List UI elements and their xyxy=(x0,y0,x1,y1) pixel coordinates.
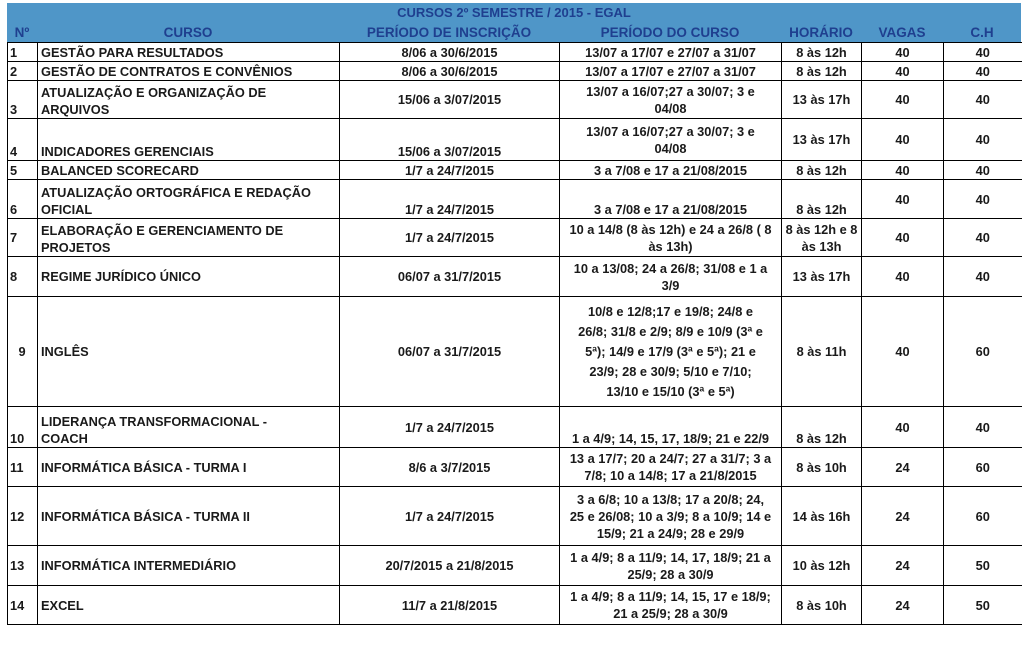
course-period xyxy=(560,448,782,487)
course-period xyxy=(560,62,782,81)
table-row xyxy=(8,62,1022,81)
course-name xyxy=(38,81,340,119)
course-period-line: 3/9 xyxy=(661,277,680,293)
course-name-line: LIDERANÇA TRANSFORMACIONAL - xyxy=(41,414,268,429)
course-name-line: COACH xyxy=(41,431,88,446)
course-name-line: OFICIAL xyxy=(41,202,93,217)
row-number: 4 xyxy=(8,119,38,161)
course-name-line: PROJETOS xyxy=(41,240,111,255)
enrollment-period: 8/6 a 3/7/2015 xyxy=(340,448,560,487)
course-period-line: 5ª); 14/9 e 17/9 (3ª e 5ª); 21 e xyxy=(585,343,756,359)
course-name-line: BALANCED SCORECARD xyxy=(41,163,199,178)
course-period xyxy=(560,586,782,625)
course-name xyxy=(38,62,340,81)
workload-hours: 40 xyxy=(944,161,1022,180)
table-row xyxy=(8,448,1022,487)
enrollment-period: 11/7 a 21/8/2015 xyxy=(340,586,560,625)
schedule xyxy=(782,219,862,257)
course-period-line: 3 a 7/08 e 17 a 21/08/2015 xyxy=(594,202,747,217)
enrollment-period: 8/06 a 30/6/2015 xyxy=(340,43,560,62)
course-name-line: INGLÊS xyxy=(41,344,89,359)
enrollment-period: 06/07 a 31/7/2015 xyxy=(340,257,560,297)
schedule-line: 8 às 12h xyxy=(796,64,847,79)
workload-hours: 40 xyxy=(944,43,1022,62)
schedule-line: 8 às 10h xyxy=(796,597,847,613)
vacancies: 24 xyxy=(862,448,944,487)
course-period xyxy=(560,81,782,119)
row-number: 6 xyxy=(8,180,38,219)
course-period-line: 25 e 26/08; 10 a 3/9; 8 a 10/9; 14 e xyxy=(569,508,772,524)
course-period-line: 04/08 xyxy=(654,100,687,116)
workload-hours: 40 xyxy=(944,62,1022,81)
workload-hours: 60 xyxy=(944,448,1022,487)
workload-hours: 50 xyxy=(944,546,1022,586)
workload-hours: 60 xyxy=(944,487,1022,546)
schedule-line: 8 às 12h e 8 xyxy=(785,221,858,237)
workload-hours: 40 xyxy=(944,119,1022,161)
table-row xyxy=(8,257,1022,297)
course-name xyxy=(38,586,340,625)
vacancies: 40 xyxy=(862,257,944,297)
vacancies: 40 xyxy=(862,43,944,62)
course-period xyxy=(560,161,782,180)
schedule-line: às 13h xyxy=(801,238,842,254)
workload-hours: 40 xyxy=(944,257,1022,297)
course-period xyxy=(560,43,782,62)
course-name-line: ELABORAÇÃO E GERENCIAMENTO DE xyxy=(41,223,284,238)
course-period xyxy=(560,407,782,448)
course-period-line: 25/9; 28 a 30/9 xyxy=(627,566,714,582)
header-ch: C.H xyxy=(970,25,994,40)
row-number: 10 xyxy=(8,407,38,448)
course-name-line: INFORMÁTICA BÁSICA - TURMA I xyxy=(41,459,247,475)
course-period-line: 7/8; 10 a 14/8; 17 a 21/8/2015 xyxy=(584,468,757,483)
course-period-line: 21 a 25/9; 28 a 30/9 xyxy=(613,606,728,621)
course-period-line: 3 a 6/8; 10 a 13/8; 17 a 20/8; 24, xyxy=(576,491,765,507)
schedule-line: 8 às 12h xyxy=(796,202,847,217)
course-period-line: 10 a 13/08; 24 a 26/8; 31/08 e 1 a xyxy=(573,260,768,276)
course-name xyxy=(38,161,340,180)
course-name xyxy=(38,407,340,448)
workload-hours: 50 xyxy=(944,586,1022,625)
course-period-line: 1 a 4/9; 8 a 11/9; 14, 17, 18/9; 21 a xyxy=(570,549,771,565)
schedule xyxy=(782,586,862,625)
schedule-line: 14 às 16h xyxy=(792,508,851,524)
row-number: 3 xyxy=(8,81,38,119)
course-name-line: GESTÃO DE CONTRATOS E CONVÊNIOS xyxy=(41,64,293,79)
vacancies: 24 xyxy=(862,586,944,625)
header-periodo: PERÍODO DO CURSO xyxy=(600,25,740,40)
schedule xyxy=(782,43,862,62)
header-num: Nº xyxy=(14,25,30,40)
row-number: 7 xyxy=(8,219,38,257)
vacancies: 40 xyxy=(862,119,944,161)
sheet-title: CURSOS 2º SEMESTRE / 2015 - EGAL xyxy=(7,3,1021,23)
vacancies: 40 xyxy=(862,297,944,407)
schedule-line: 10 às 12h xyxy=(792,558,851,573)
vacancies: 40 xyxy=(862,407,944,448)
course-period-line: às 13h) xyxy=(648,238,693,254)
vacancies: 40 xyxy=(862,161,944,180)
table-row xyxy=(8,546,1022,586)
vacancies: 40 xyxy=(862,180,944,219)
course-name-line: ATUALIZAÇÃO ORTOGRÁFICA E REDAÇÃO xyxy=(41,185,311,200)
vacancies: 24 xyxy=(862,487,944,546)
course-name xyxy=(38,257,340,297)
course-period-line: 26/8; 31/8 e 2/9; 8/9 e 10/9 (3ª e xyxy=(578,323,763,339)
course-period-line: 10 a 14/8 (8 às 12h) e 24 a 26/8 ( 8 xyxy=(569,221,772,237)
row-number: 11 xyxy=(8,448,38,487)
course-name xyxy=(38,219,340,257)
course-period xyxy=(560,546,782,586)
course-name-line: ATUALIZAÇÃO E ORGANIZAÇÃO DE xyxy=(41,85,267,100)
course-period xyxy=(560,180,782,219)
course-period xyxy=(560,257,782,297)
table-row xyxy=(8,43,1022,62)
header-inscricao: PERÍODO DE INSCRIÇÃO xyxy=(366,25,532,40)
workload-hours: 40 xyxy=(944,81,1022,119)
schedule xyxy=(782,448,862,487)
course-name-line: EXCEL xyxy=(41,597,84,613)
schedule-line: 8 às 12h xyxy=(796,431,847,446)
workload-hours: 40 xyxy=(944,407,1022,448)
course-name-line: GESTÃO PARA RESULTADOS xyxy=(41,45,224,60)
schedule-line: 8 às 12h xyxy=(796,163,847,178)
schedule xyxy=(782,297,862,407)
row-number: 2 xyxy=(8,62,38,81)
course-name xyxy=(38,43,340,62)
schedule xyxy=(782,180,862,219)
table-row xyxy=(8,487,1022,546)
row-number: 8 xyxy=(8,257,38,297)
row-number: 13 xyxy=(8,546,38,586)
course-name xyxy=(38,119,340,161)
course-period xyxy=(560,487,782,546)
header-curso: CURSO xyxy=(163,25,213,40)
schedule-line: 13 às 17h xyxy=(792,269,851,284)
course-period xyxy=(560,297,782,407)
column-header-row xyxy=(7,23,1021,42)
row-number: 14 xyxy=(8,586,38,625)
enrollment-period: 1/7 a 24/7/2015 xyxy=(340,161,560,180)
vacancies: 40 xyxy=(862,62,944,81)
table-row xyxy=(8,297,1022,407)
table-row xyxy=(8,81,1022,119)
enrollment-period: 15/06 a 3/07/2015 xyxy=(340,81,560,119)
table-row xyxy=(8,161,1022,180)
vacancies: 24 xyxy=(862,546,944,586)
course-period-line: 13/07 a 16/07;27 a 30/07; 3 e xyxy=(586,83,755,99)
table-row xyxy=(8,407,1022,448)
enrollment-period: 1/7 a 24/7/2015 xyxy=(340,219,560,257)
table-row xyxy=(8,586,1022,625)
enrollment-period: 1/7 a 24/7/2015 xyxy=(340,487,560,546)
table-row xyxy=(8,119,1022,161)
row-number: 5 xyxy=(8,161,38,180)
course-period-line: 13/10 e 15/10 (3ª e 5ª) xyxy=(606,383,735,399)
schedule xyxy=(782,119,862,161)
schedule xyxy=(782,546,862,586)
schedule-line: 13 às 17h xyxy=(792,132,851,147)
course-period-line: 1 a 4/9; 14, 15, 17, 18/9; 21 e 22/9 xyxy=(571,431,770,446)
course-period-line: 04/08 xyxy=(654,140,687,156)
workload-hours: 40 xyxy=(944,219,1022,257)
course-table xyxy=(7,42,1022,625)
course-period-line: 13/07 a 16/07;27 a 30/07; 3 e xyxy=(586,123,755,139)
course-name xyxy=(38,448,340,487)
course-period-line: 23/9; 28 e 30/9; 5/10 e 7/10; xyxy=(589,363,752,379)
schedule-line: 8 às 12h xyxy=(796,45,847,60)
course-name-line: REGIME JURÍDICO ÚNICO xyxy=(41,269,201,284)
schedule-line: 8 às 11h xyxy=(796,344,847,359)
course-name xyxy=(38,546,340,586)
course-period-line: 13/07 a 17/07 e 27/07 a 31/07 xyxy=(585,64,756,79)
enrollment-period: 06/07 a 31/7/2015 xyxy=(340,297,560,407)
schedule xyxy=(782,407,862,448)
row-number: 12 xyxy=(8,487,38,546)
schedule-line: 13 às 17h xyxy=(792,92,851,107)
course-name xyxy=(38,487,340,546)
course-period-line: 13/07 a 17/07 e 27/07 a 31/07 xyxy=(585,45,756,60)
table-row xyxy=(8,219,1022,257)
row-number: 1 xyxy=(8,43,38,62)
course-name-line: INFORMÁTICA BÁSICA - TURMA II xyxy=(41,508,250,524)
workload-hours: 40 xyxy=(944,180,1022,219)
course-period xyxy=(560,219,782,257)
header-horario: HORÁRIO xyxy=(789,25,853,40)
vacancies: 40 xyxy=(862,81,944,119)
table-row xyxy=(8,180,1022,219)
schedule-line: 8 às 10h xyxy=(796,459,847,475)
course-period xyxy=(560,119,782,161)
course-period-line: 13 a 17/7; 20 a 24/7; 27 a 31/7; 3 a xyxy=(569,451,772,466)
schedule xyxy=(782,62,862,81)
schedule xyxy=(782,257,862,297)
enrollment-period: 8/06 a 30/6/2015 xyxy=(340,62,560,81)
schedule xyxy=(782,81,862,119)
vacancies: 40 xyxy=(862,219,944,257)
course-sheet xyxy=(7,3,1021,625)
enrollment-period: 20/7/2015 a 21/8/2015 xyxy=(340,546,560,586)
course-name-line: INFORMÁTICA INTERMEDIÁRIO xyxy=(41,558,237,573)
course-period-line: 15/9; 21 a 24/9; 28 e 29/9 xyxy=(596,525,745,541)
schedule xyxy=(782,487,862,546)
course-name-line: INDICADORES GERENCIAIS xyxy=(41,144,214,159)
enrollment-period: 1/7 a 24/7/2015 xyxy=(340,407,560,448)
row-number: 9 xyxy=(8,297,38,407)
course-name xyxy=(38,180,340,219)
course-period-line: 10/8 e 12/8;17 e 19/8; 24/8 e xyxy=(587,303,754,319)
course-period-line: 3 a 7/08 e 17 a 21/08/2015 xyxy=(594,163,747,178)
schedule xyxy=(782,161,862,180)
course-name xyxy=(38,297,340,407)
enrollment-period: 15/06 a 3/07/2015 xyxy=(340,119,560,161)
workload-hours: 60 xyxy=(944,297,1022,407)
header-vagas: VAGAS xyxy=(878,25,926,40)
course-period-line: 1 a 4/9; 8 a 11/9; 14, 15, 17 e 18/9; xyxy=(570,589,771,604)
course-name-line: ARQUIVOS xyxy=(41,102,110,117)
enrollment-period: 1/7 a 24/7/2015 xyxy=(340,180,560,219)
